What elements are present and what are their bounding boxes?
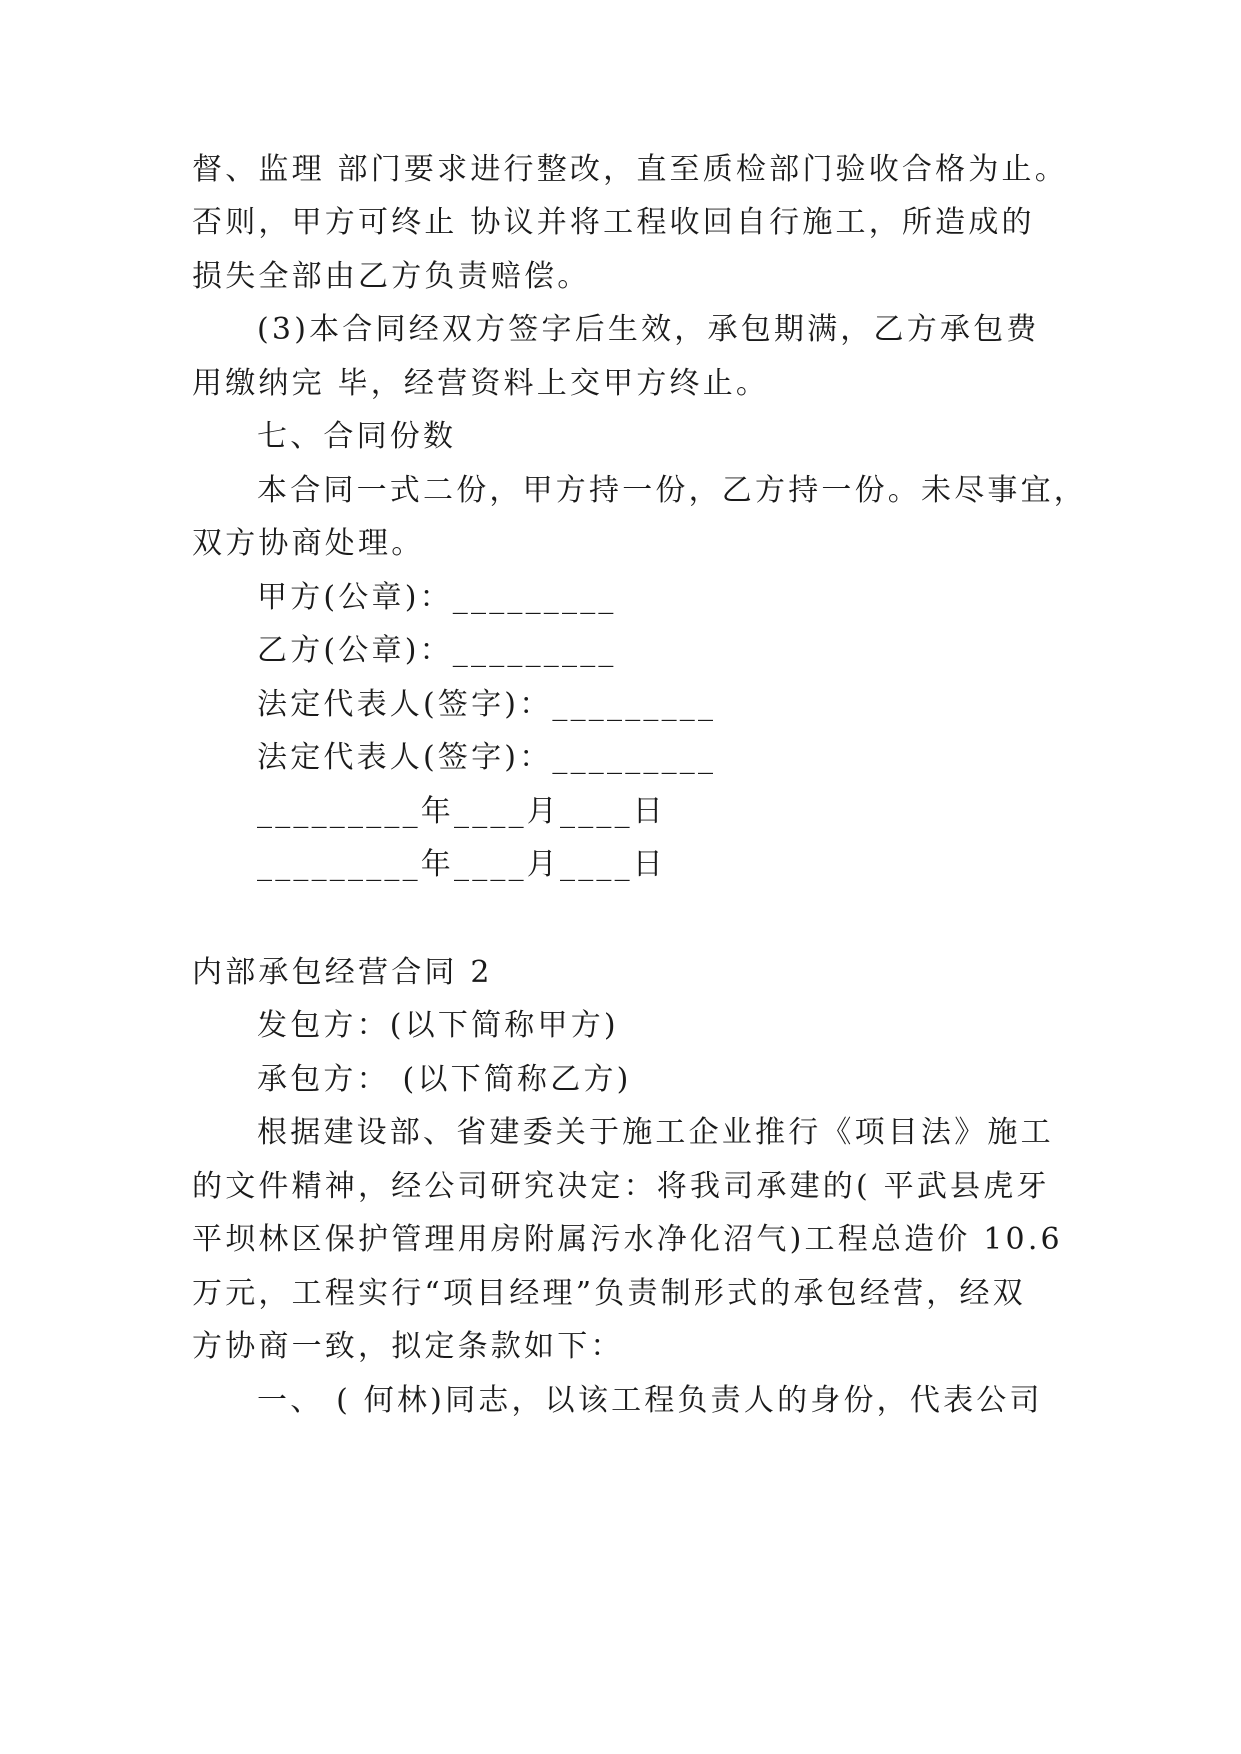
date-line: _________年____月____日 [257, 847, 666, 882]
paragraph-line: 的文件精神，经公司研究决定：将我司承建的( 平武县虎牙 [192, 1169, 1050, 1204]
document-title: 内部承包经营合同 2 [192, 955, 493, 990]
paragraph-line: 平坝林区保护管理用房附属污水净化沼气)工程总造价 10.6 [192, 1222, 1063, 1257]
paragraph-line: 用缴纳完 毕，经营资料上交甲方终止。 [192, 366, 770, 401]
paragraph-line: 一、 ( 何林)同志，以该工程负责人的身份，代表公司 [257, 1383, 1043, 1418]
paragraph-line: 万元，工程实行“项目经理”负责制形式的承包经营，经双 [192, 1276, 1026, 1311]
paragraph-line: 否则，甲方可终止 协议并将工程收回自行施工，所造成的 [192, 205, 1035, 240]
paragraph-line: 方协商一致，拟定条款如下： [192, 1329, 624, 1364]
paragraph-line: 本合同一式二份，甲方持一份，乙方持一份。未尽事宜， [257, 473, 1087, 508]
paragraph-line: 双方协商处理。 [192, 526, 425, 561]
party-line: 承包方： (以下简称乙方) [257, 1062, 632, 1097]
section-heading: 七、合同份数 [257, 419, 457, 454]
party-line: 发包方：(以下简称甲方) [257, 1008, 619, 1043]
signature-line: 甲方(公章)：_________ [257, 580, 617, 615]
paragraph-line: 根据建设部、省建委关于施工企业推行《项目法》施工 [257, 1115, 1054, 1150]
signature-line: 法定代表人(签字)：_________ [257, 687, 717, 722]
date-line: _________年____月____日 [257, 794, 666, 829]
signature-line: 乙方(公章)：_________ [257, 633, 617, 668]
signature-line: 法定代表人(签字)：_________ [257, 740, 717, 775]
paragraph-line: 督、监理 部门要求进行整改，直至质检部门验收合格为止。 [192, 152, 1068, 187]
paragraph-line: 损失全部由乙方负责赔偿。 [192, 259, 591, 294]
paragraph-line: (3)本合同经双方签字后生效，承包期满，乙方承包费 [257, 312, 1040, 347]
